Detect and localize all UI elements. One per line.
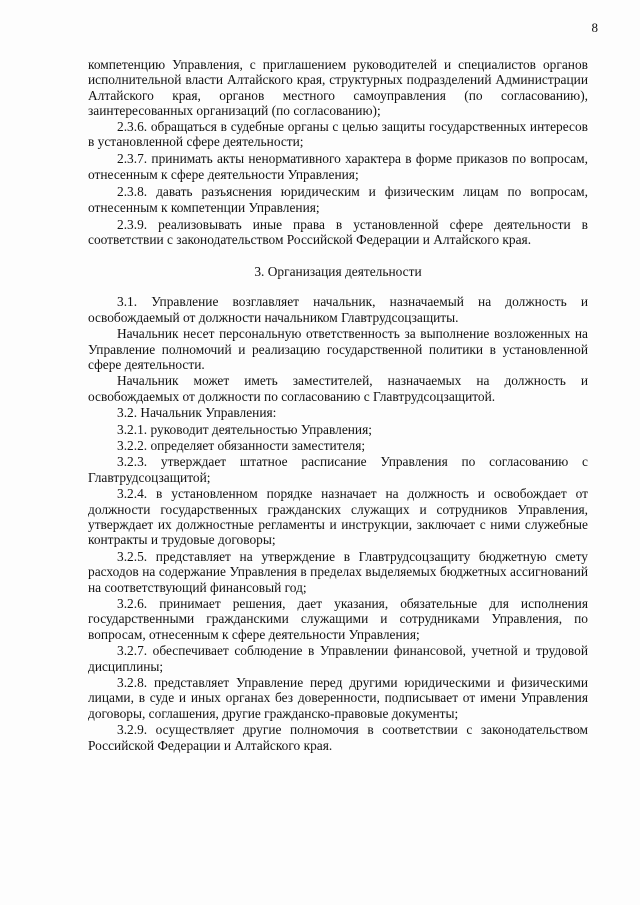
paragraph: 3.2. Начальник Управления:	[117, 405, 277, 421]
paragraph: 2.3.6. обращаться в судебные органы с целью защиты государственных интересов в установленной сфере деятельности;	[88, 118, 588, 150]
paragraph: 2.3.7. принимать акты ненормативного характера в форме приказов по вопросам, отнесенным к сфере деятельности Управления;	[88, 151, 588, 182]
paragraph: 3.2.7. обеспечивает соблюдение в Управлении финансовой, учетной и трудовой дисциплины;	[88, 643, 588, 674]
page-number: 8	[591, 20, 598, 35]
paragraph: 2.3.8. давать разъяснения юридическим и физическим лицам по вопросам, отнесенным к компетенции Управления;	[88, 184, 588, 215]
section-heading: 3. Организация деятельности	[254, 263, 422, 279]
paragraph: 3.2.4. в установленном порядке назначает на должность и освобождает от должности государственных гражданских служащих и сотрудников Управления, утверждает их должностные регламенты и инструкции, заключает с ними служебные контракты и трудовые договоры;	[88, 486, 588, 548]
paragraph: 3.1. Управление возглавляет начальник, назначаемый на должность и освобождаемый от должности начальником Главтрудсоцзащиты.	[88, 294, 588, 325]
document-body	[88, 57, 588, 753]
paragraph: 3.2.2. определяет обязанности заместителя;	[117, 437, 366, 453]
paragraph: Начальник несет персональную ответственность за выполнение возложенных на Управление полномочий и реализацию государственной политики в установленной сфере деятельности.	[88, 326, 588, 372]
paragraph: 3.2.9. осуществляет другие полномочия в соответствии с законодательством Российской Федерации и Алтайского края.	[88, 722, 588, 753]
paragraph: 3.2.3. утверждает штатное расписание Управления по согласованию с Главтрудсоцзащитой;	[88, 454, 588, 485]
paragraph: Начальник может иметь заместителей, назначаемых на должность и освобождаемых от должности по согласованию с Главтрудсоцзащитой.	[88, 373, 588, 404]
paragraph: 3.2.1. руководит деятельностью Управления;	[117, 421, 372, 437]
paragraph: 2.3.9. реализовывать иные права в установленной сфере деятельности в соответствии с законодательством Российской Федерации и Алтайского края.	[88, 217, 588, 248]
paragraph: 3.2.8. представляет Управление перед другими юридическими и физическими лицами, в суде и иных органах без доверенности, подписывает от имени Управления договоры, соглашения, другие гражданско-правовые документы;	[88, 675, 588, 721]
paragraph: компетенцию Управления, с приглашением руководителей и специалистов органов исполнительной власти Алтайского края, структурных подразделений Администрации Алтайского края, органов местного самоуправления (по согласованию), заинтересованных организаций (по согласованию);	[88, 57, 588, 119]
paragraph: 3.2.5. представляет на утверждение в Главтрудсоцзащиту бюджетную смету расходов на содержание Управления в пределах выделяемых бюджетных ассигнований на соответствующий финансовый год;	[88, 548, 588, 595]
paragraph: 3.2.6. принимает решения, дает указания, обязательные для исполнения государственными гражданскими служащими и сотрудниками Управления, по вопросам, отнесенным к сфере деятельности Управления;	[88, 596, 588, 642]
